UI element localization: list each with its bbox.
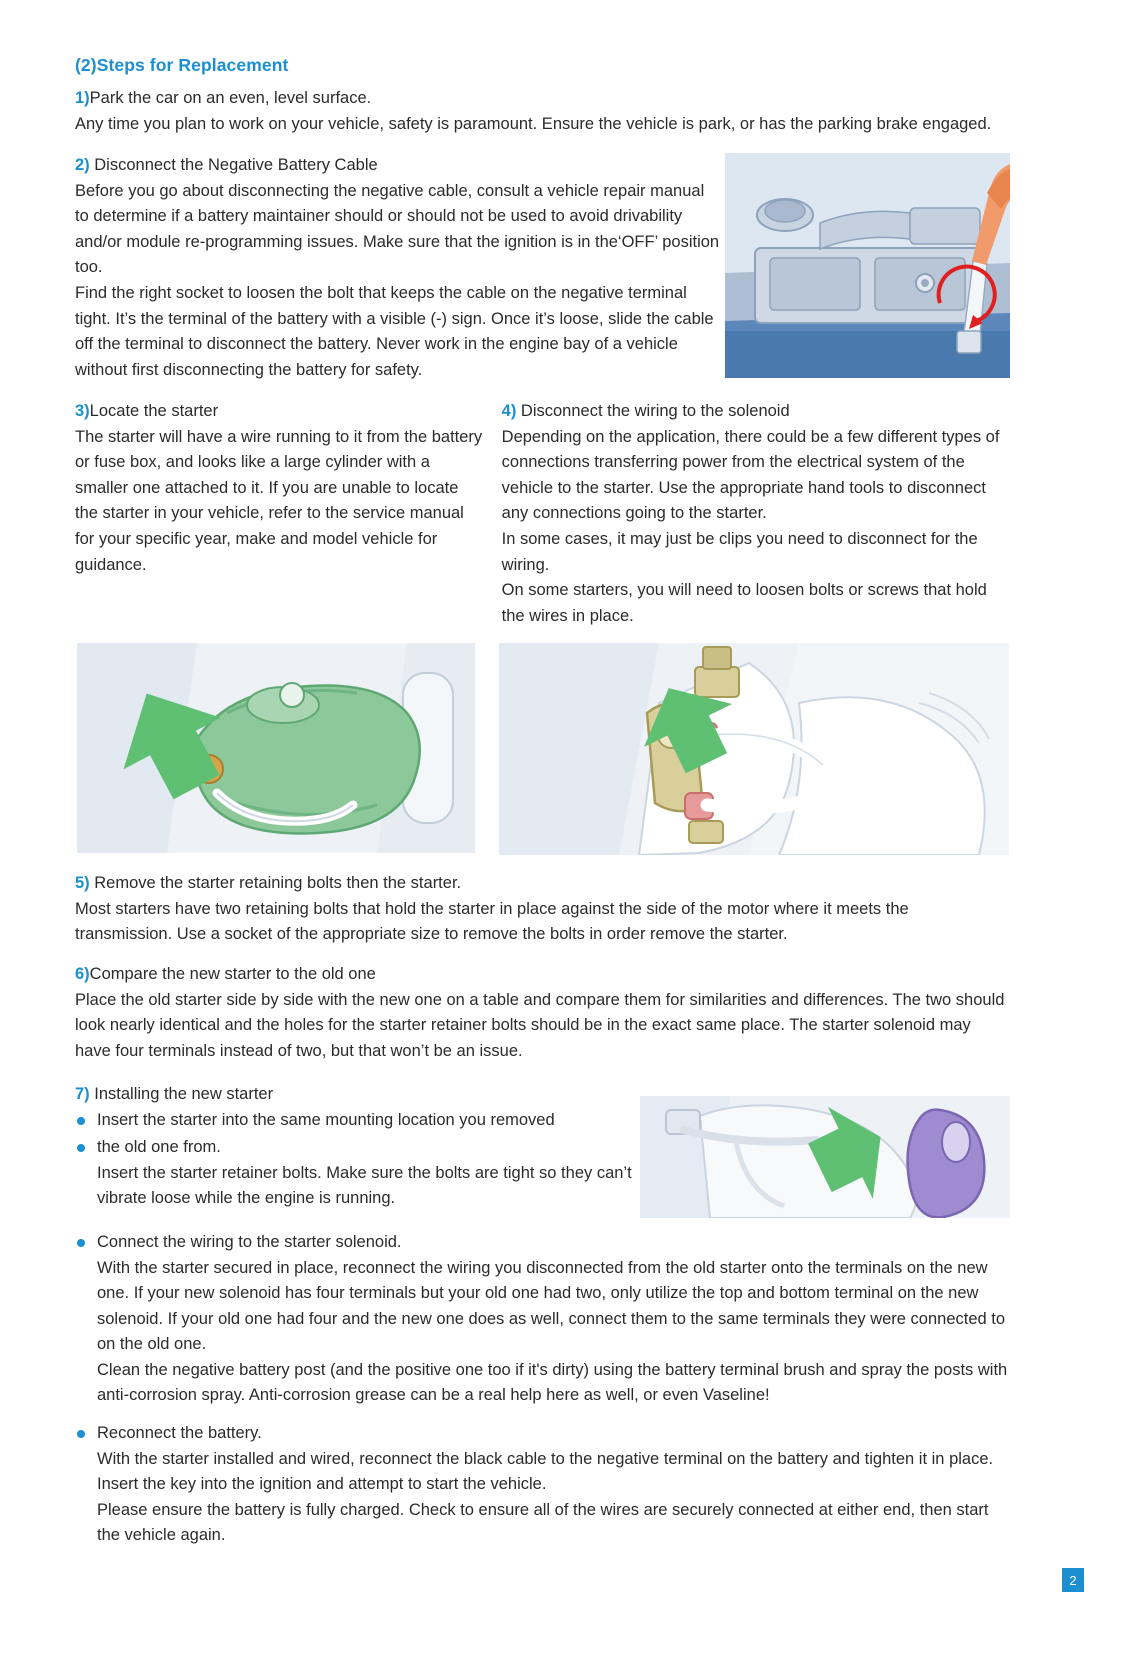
step-3-body: The starter will have a wire running to it from the battery or fuse box, and looks like a large cylinder with a smaller one attached to it. If you are unable to locate the starter in your vehicle, refer to the service manual for your specific year, make and model vehicle for guidance.	[75, 427, 483, 574]
step-1-title-line	[75, 86, 1010, 112]
step-2-title-line	[75, 153, 720, 179]
step-7-title-line	[75, 1082, 655, 1108]
step-5-number: 5)	[75, 874, 90, 893]
step-2	[75, 153, 1010, 383]
steps-3-4-columns	[75, 399, 1010, 629]
bullet-reconnect-battery-body-1: With the starter installed and wired, reconnect the black cable to the negative terminal on the battery and tighten it in place. Insert the key into the ignition and attempt to start the vehicle.	[97, 1449, 994, 1494]
step-6	[75, 962, 1010, 1064]
step-6-title: Compare the new starter to the old one	[89, 964, 376, 983]
step-2-text	[75, 153, 720, 383]
battery-terminal-figure	[725, 153, 1010, 378]
step-3-title-line	[75, 399, 484, 425]
page-number-badge: 2	[1062, 1568, 1084, 1592]
bullet-connect-wiring-body-1: With the starter secured in place, reconnect the wiring you disconnected from the old starter onto the terminals on the new one. If your new solenoid has four terminals but your old one had two, only utilize the top and bottom terminal on the new solenoid. If your old one had four and the new one does as well, connect them to the same terminals they were connected to on the old one.	[97, 1258, 1006, 1354]
step-3-title: Locate the starter	[89, 402, 219, 421]
list-item	[75, 1108, 655, 1134]
step-3-number: 3)	[75, 402, 90, 421]
bullet-connect-wiring-body-2: Clean the negative battery post (and the positive one too if it's dirty) using the battery terminal brush and spray the posts with anti-corrosion spray. Anti-corrosion grease can be a real help here as well, or even Vaseline!	[97, 1360, 1008, 1405]
step-6-body: Place the old starter side by side with the new one on a table and compare them for similarities and differences. The two should look nearly identical and the holes for the starter retainer bolts should be in the exact same place. The starter solenoid may have four terminals instead of two, but that won’t be an issue.	[75, 990, 1005, 1060]
bullet-reconnect-battery-title: Reconnect the battery.	[97, 1423, 262, 1442]
step-2-number: 2)	[75, 156, 90, 175]
step-6-title-line	[75, 962, 1010, 988]
section-heading: (2)Steps for Replacement	[75, 55, 289, 75]
step-7-number: 7)	[75, 1085, 90, 1104]
page-content	[75, 55, 1010, 1561]
step-7-bullet-2-line-1: the old one from.	[97, 1138, 221, 1157]
step-4-title: Disconnect the wiring to the solenoid	[516, 402, 790, 421]
step-7-bullet-2-line-2: Insert the starter retainer bolts. Make sure the bolts are tight so they can’t vibrate loose while the engine is running.	[97, 1163, 632, 1208]
step-7-text	[75, 1082, 655, 1212]
figures-row	[75, 643, 1010, 855]
step-5-title: Remove the starter retaining bolts then the starter.	[89, 874, 462, 893]
step-7-bullets-bottom	[75, 1230, 1010, 1549]
step-7	[75, 1082, 1010, 1212]
step-2-body-1: Before you go about disconnecting the negative cable, consult a vehicle repair manual to determine if a battery maintainer should or should not be used to avoid drivability and/or module re-programming issues. Make sure that the ignition is in the‘OFF’ position too.	[75, 181, 720, 277]
step-4-title-line	[502, 399, 1010, 425]
step-4-body-1: Depending on the application, there could be a few different types of connections transferring power from the electrical system of the vehicle to the starter. Use the appropriate hand tools to disconnect any connections going to the starter.	[501, 427, 1000, 523]
step-7-title: Installing the new starter	[89, 1085, 274, 1104]
step-7-bullet-1-line: Insert the starter into the same mounting location you removed	[97, 1110, 555, 1129]
step-1-number: 1)	[75, 89, 90, 107]
solenoid-wiring-figure	[499, 643, 1009, 855]
step-6-number: 6)	[75, 964, 90, 983]
step-4-body-2: In some cases, it may just be clips you need to disconnect for the wiring.	[501, 530, 978, 574]
step-2-body-2: Find the right socket to loosen the bolt that keeps the cable on the negative terminal tight. It’s the terminal of the battery with a visible (-) sign. Once it’s loose, slide the cable off the terminal to disconnect the battery. Never work in the engine bay of a vehicle without first disconnecting the battery for safety.	[75, 283, 714, 379]
install-new-starter-figure	[640, 1096, 1010, 1218]
list-item	[75, 1421, 1010, 1549]
bullet-reconnect-battery-body-2: Please ensure the battery is fully charged. Check to ensure all of the wires are securely connected at either end, then start the vehicle again.	[97, 1500, 989, 1545]
step-4-number: 4)	[501, 402, 517, 421]
list-item	[75, 1230, 1010, 1409]
step-4	[502, 399, 1010, 629]
step-4-body-3: On some starters, you will need to loosen bolts or screws that hold the wires in place.	[501, 581, 987, 625]
step-3	[75, 399, 484, 629]
starter-location-figure	[77, 643, 475, 853]
step-1	[75, 86, 1010, 137]
step-5	[75, 871, 1010, 948]
step-5-body: Most starters have two retaining bolts that hold the starter in place against the side of the motor where it meets the transmission. Use a socket of the appropriate size to remove the bolts in order remove the starter.	[75, 899, 909, 944]
step-5-title-line	[75, 871, 1010, 897]
step-7-bullets-top	[75, 1108, 655, 1212]
step-1-body: Any time you plan to work on your vehicle, safety is paramount. Ensure the vehicle is park, or has the parking brake engaged.	[75, 114, 992, 133]
step-2-title: Disconnect the Negative Battery Cable	[89, 156, 378, 175]
step-1-title: Park the car on an even, level surface.	[89, 89, 372, 107]
list-item	[75, 1135, 655, 1212]
bullet-connect-wiring-title: Connect the wiring to the starter solenoid.	[97, 1233, 402, 1251]
